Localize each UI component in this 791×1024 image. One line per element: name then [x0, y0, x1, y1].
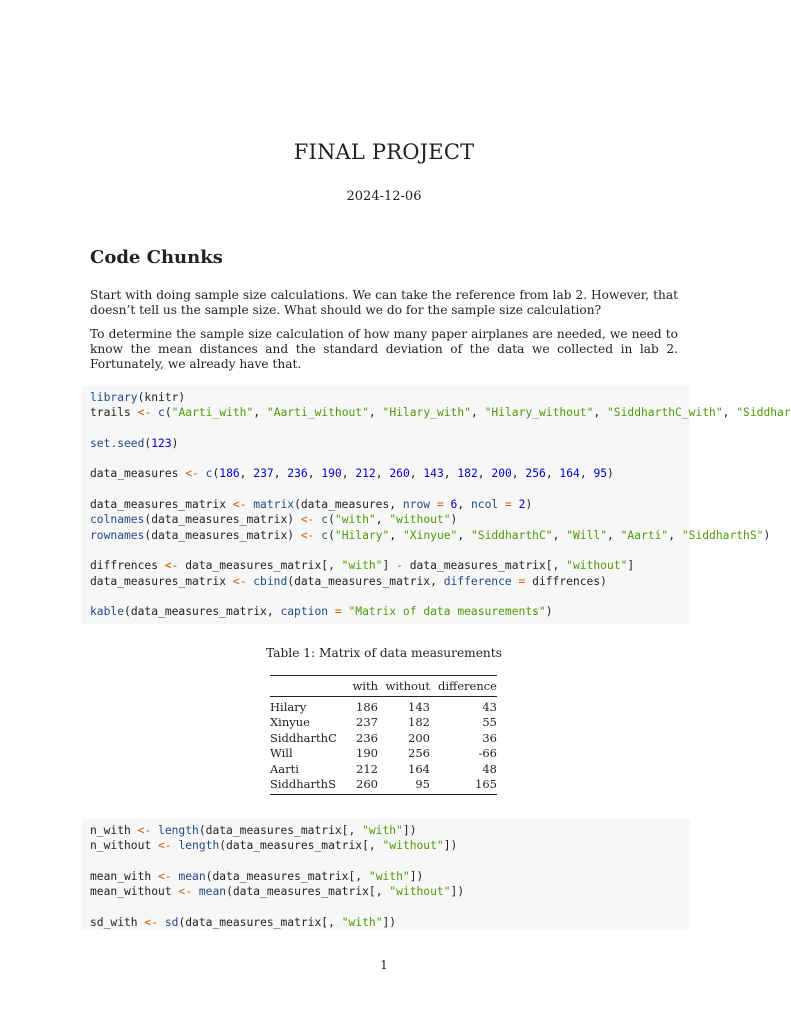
code-token: [342, 605, 349, 618]
code-token: ,: [579, 467, 594, 481]
code-token: ): [171, 436, 179, 450]
code-token: ,: [375, 467, 390, 481]
table-cell: Hilary: [270, 699, 307, 714]
code-token: ]: [627, 559, 635, 573]
code-token: ]): [409, 869, 424, 883]
code-block-1: [82, 386, 791, 624]
code-token: ,: [239, 467, 254, 481]
code-line: [90, 451, 690, 466]
code-token: "without": [566, 559, 628, 573]
code-line: [90, 512, 690, 527]
code-token: <-: [178, 885, 193, 899]
code-token: (: [164, 406, 172, 420]
code-token: ,: [593, 406, 607, 420]
code-token: (: [144, 436, 152, 450]
code-line: [90, 915, 690, 930]
table-cell: 190: [356, 746, 378, 761]
table-row: [270, 777, 497, 793]
code-token: 123: [151, 436, 172, 450]
code-token: ,: [273, 467, 288, 481]
code-token: diffrences: [90, 559, 165, 573]
table-cell: 164: [408, 761, 430, 776]
code-token: ,: [470, 406, 485, 420]
code-line: [90, 884, 690, 899]
table-cell: 212: [356, 761, 378, 776]
code-token: ,: [668, 528, 682, 542]
code-token: c: [158, 406, 165, 420]
code-token: mean_with: [90, 869, 159, 883]
code-token: [328, 605, 335, 618]
code-token: 200: [491, 467, 512, 481]
code-token: (knitr): [137, 391, 186, 404]
code-token: ,: [457, 528, 471, 542]
code-line: [90, 497, 690, 512]
code-token: "with": [341, 915, 383, 929]
code-token: ): [607, 467, 614, 481]
code-token: data_measures_matrix: [90, 498, 233, 512]
code-token: ,: [375, 513, 390, 527]
code-token: ): [450, 513, 458, 527]
page-number: 1: [380, 958, 388, 972]
code-token: "Will": [566, 528, 608, 542]
code-token: [158, 916, 165, 929]
table-row: [270, 715, 497, 731]
code-token: ,: [552, 528, 567, 542]
table-cell: 260: [356, 777, 378, 792]
code-token: 260: [389, 467, 410, 481]
code-token: "without": [389, 513, 451, 527]
table-cell: 143: [408, 699, 430, 714]
code-token: =: [436, 498, 444, 512]
table-cell: 95: [415, 777, 430, 792]
table-cell: -66: [478, 746, 497, 761]
code-token: =: [334, 605, 342, 619]
code-token: (data_measures_matrix,: [287, 574, 444, 588]
code-token: <-: [137, 824, 152, 837]
code-token: [151, 406, 158, 419]
code-token: ]): [382, 915, 397, 929]
code-token: 256: [525, 467, 546, 481]
code-token: trails: [90, 406, 138, 420]
code-token: <-: [232, 498, 247, 512]
code-token: <-: [300, 513, 315, 527]
code-token: 237: [253, 467, 274, 481]
code-token: ,: [368, 406, 383, 420]
code-line: [90, 869, 690, 884]
code-token: (data_measures_matrix): [144, 528, 301, 542]
code-token: n_without: [90, 839, 159, 853]
code-token: difference: [443, 574, 512, 588]
code-token: [430, 498, 437, 511]
code-token: ): [763, 528, 771, 542]
code-line: [90, 436, 690, 451]
table-cell: 186: [356, 699, 378, 714]
section-heading: Code Chunks: [90, 247, 223, 268]
code-token: ,: [545, 467, 560, 481]
code-token: c: [321, 528, 329, 542]
table-header-cell: with: [352, 679, 378, 693]
code-token: n_with: [90, 824, 138, 837]
document-date: 2024-12-06: [346, 189, 422, 204]
code-token: [512, 575, 519, 588]
code-token: 186: [219, 467, 240, 481]
code-token: (data_measures,: [294, 498, 403, 512]
code-token: <-: [158, 839, 172, 853]
code-token: ,: [307, 467, 322, 481]
code-token: <-: [232, 574, 247, 588]
code-token: sd_with: [90, 915, 145, 929]
code-token: 164: [559, 467, 580, 481]
code-token: cbind: [253, 574, 288, 588]
code-token: 6: [450, 498, 458, 512]
table-cell: Will: [270, 746, 293, 761]
code-line: [90, 466, 690, 481]
code-token: [444, 498, 451, 511]
code-line: [90, 421, 690, 436]
table-cell: SiddharthC: [270, 730, 337, 745]
code-line: [90, 604, 690, 619]
code-token: (data_measures_matrix[,: [205, 869, 369, 883]
code-token: [192, 885, 199, 898]
code-token: c: [205, 467, 213, 481]
code-token: 236: [287, 467, 308, 481]
code-block-2: [82, 819, 690, 930]
code-token: "Aarti_without": [266, 406, 369, 420]
code-token: ,: [253, 406, 267, 420]
code-line: [90, 589, 690, 604]
code-token: "with": [334, 513, 376, 527]
code-token: data_measures_matrix[,: [178, 559, 342, 573]
code-token: (: [328, 513, 335, 527]
code-token: "SiddharthC": [470, 528, 553, 542]
code-token: ,: [409, 467, 424, 481]
code-token: data_measures_matrix[,: [402, 559, 567, 573]
table-header-cell: without: [385, 679, 430, 693]
code-token: c: [321, 513, 329, 527]
code-token: (: [328, 528, 335, 542]
code-token: -: [396, 559, 403, 573]
code-token: ,: [457, 498, 471, 512]
code-token: ]): [450, 885, 465, 899]
code-line: [90, 854, 690, 869]
code-line: [90, 528, 771, 543]
code-token: sd: [164, 915, 179, 929]
code-token: "with": [362, 824, 403, 837]
code-token: mean: [198, 885, 227, 899]
code-token: (data_measures_matrix[,: [219, 839, 383, 853]
code-line: [90, 899, 690, 914]
code-token: =: [505, 498, 512, 512]
code-line: [90, 558, 690, 573]
table-cell: SiddharthS: [270, 777, 336, 792]
code-token: ,: [722, 406, 737, 420]
code-token: matrix: [253, 498, 295, 512]
code-token: <-: [144, 915, 159, 929]
table-cell: Xinyue: [270, 715, 310, 730]
code-token: (data_measures_matrix,: [124, 605, 281, 619]
code-token: data_measures_matrix: [90, 574, 233, 588]
code-token: "with": [341, 559, 383, 573]
code-token: kable: [90, 605, 125, 619]
code-token: <-: [137, 406, 152, 420]
code-token: <-: [185, 467, 199, 481]
code-line: [90, 838, 690, 853]
code-token: (data_measures_matrix): [144, 513, 301, 527]
table-cell: 36: [482, 730, 497, 745]
code-token: data_measures: [90, 467, 186, 481]
table-cell: 48: [482, 761, 497, 776]
code-line: [90, 482, 690, 497]
code-token: caption: [280, 605, 329, 619]
code-token: ]): [402, 824, 417, 837]
code-token: ): [545, 605, 553, 619]
code-token: "Aarti_with": [171, 406, 254, 420]
code-line: [90, 823, 690, 838]
code-line: [90, 390, 690, 405]
table-cell: 200: [408, 730, 430, 745]
table-header-row: [270, 676, 497, 697]
table-caption: Table 1: Matrix of data measurements: [266, 646, 502, 660]
table-cell: 182: [408, 715, 430, 730]
code-token: length: [158, 824, 199, 837]
code-token: (data_measures_matrix[,: [226, 885, 390, 899]
table-cell: 237: [356, 715, 378, 730]
code-token: 95: [593, 467, 608, 481]
code-token: "with": [368, 869, 410, 883]
code-token: nrow: [402, 498, 431, 512]
table-row: [270, 730, 497, 746]
code-token: mean_without: [90, 885, 179, 899]
code-token: (: [212, 467, 220, 481]
table-cell: 256: [408, 746, 430, 761]
code-token: 143: [423, 467, 444, 481]
table-cell: 165: [475, 777, 497, 792]
code-token: diffrences): [525, 574, 607, 588]
table-cell: Aarti: [270, 761, 299, 776]
code-token: [498, 498, 505, 511]
code-token: ]: [382, 559, 397, 573]
code-token: ,: [341, 467, 356, 481]
code-token: 190: [321, 467, 342, 481]
code-token: set.seed: [90, 436, 145, 450]
code-token: ,: [443, 467, 458, 481]
code-token: <-: [164, 559, 179, 573]
code-token: library: [90, 391, 138, 404]
code-token: ,: [511, 467, 526, 481]
code-token: "Xinyue": [402, 528, 458, 542]
code-line: [90, 405, 791, 420]
table-cell: 236: [356, 730, 378, 745]
code-token: ,: [477, 467, 492, 481]
code-token: ,: [607, 528, 621, 542]
code-token: rownames: [90, 528, 145, 542]
code-token: "Aarti": [620, 528, 669, 542]
code-token: colnames: [90, 513, 145, 527]
code-token: [151, 824, 158, 837]
page-title: FINAL PROJECT: [293, 140, 475, 164]
code-token: "without": [389, 885, 451, 899]
code-token: "Siddhar: [736, 406, 791, 420]
data-table: [270, 675, 497, 795]
code-token: 182: [457, 467, 478, 481]
code-token: "without": [382, 839, 444, 853]
code-token: length: [178, 839, 220, 853]
code-token: (data_measures_matrix[,: [198, 824, 363, 837]
code-token: (data_measures_matrix[,: [178, 915, 342, 929]
code-line: [90, 543, 690, 558]
table-cell: 43: [482, 699, 497, 714]
table-row: [270, 746, 497, 762]
code-token: ,: [389, 528, 403, 542]
code-token: [199, 467, 206, 480]
code-token: "Matrix of data measurements": [348, 605, 546, 619]
paragraph-1: Start with doing sample size calculations. We can take the reference from lab 2. However, that doesn’t tell us the sample size. What should we do for the sample size calculation?: [90, 288, 678, 317]
code-token: [512, 498, 519, 511]
table-cell: 55: [482, 715, 497, 730]
code-line: [90, 574, 690, 589]
code-token: ]): [443, 839, 458, 853]
code-token: ): [525, 498, 533, 512]
code-token: 2: [518, 498, 526, 512]
code-token: "SiddharthC_with": [607, 406, 723, 420]
table-row: [270, 699, 497, 715]
table-body: [270, 697, 497, 794]
code-token: ncol: [470, 498, 499, 512]
code-token: mean: [178, 869, 206, 883]
code-token: "Hilary_with": [382, 406, 471, 420]
code-token: "Hilary_without": [484, 406, 594, 420]
code-token: 212: [355, 467, 376, 481]
code-token: <-: [158, 869, 172, 883]
table-header-cell: difference: [438, 679, 497, 693]
code-token: "SiddharthS": [681, 528, 764, 542]
code-token: "Hilary": [334, 528, 390, 542]
paragraph-2: To determine the sample size calculation of how many paper airplanes are needed, we need to know the mean distances and the standard deviation of the data we collected in lab 2. Fortunately, we already have that.: [90, 327, 678, 371]
table-row: [270, 761, 497, 777]
code-token: <-: [300, 528, 315, 542]
code-token: =: [518, 574, 526, 588]
